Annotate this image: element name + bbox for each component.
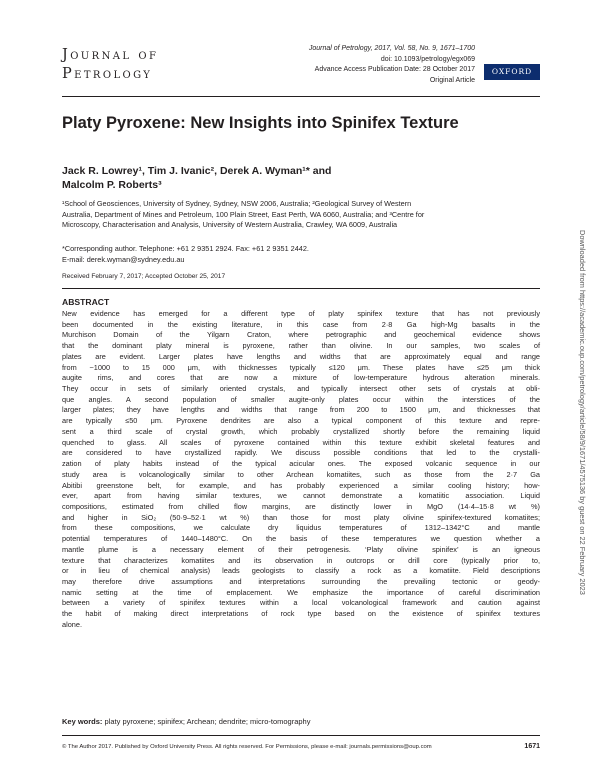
- corresponding-author: *Corresponding author. Telephone: +61 2 9351 2924. Fax: +61 2 9351 2442.: [62, 244, 309, 253]
- author-list: [62, 164, 532, 192]
- abstract-line: been documented in the existing literature, in this case from 2·8 Ga high-Mg basalts in the: [62, 319, 540, 329]
- abstract-line: potential temperatures of 1440–1480°C. On the basis of these temperatures we question whether a: [62, 534, 540, 544]
- author-line-1: Jack R. Lowrey¹, Tim J. Ivanic², Derek A. Wyman¹* and: [62, 165, 332, 177]
- doi[interactable]: doi: 10.1093/petrology/egx069: [380, 55, 475, 63]
- download-note: Downloaded from https://academic.oup.com/petrology/article/58/9/1671/4575136 by guest on 22 February 2023: [578, 230, 587, 595]
- abstract-line: alone.: [62, 619, 83, 629]
- abstract-line: augite rims, and cores that are now a mixture of low-temperature hydrous alteration minerals.: [62, 373, 540, 383]
- abstract-heading: ABSTRACT: [62, 297, 110, 307]
- keywords-label: Key words:: [62, 717, 103, 726]
- author-line-2: Malcolm P. Roberts³: [62, 179, 162, 191]
- abstract-line: que angles. A second population of smaller augite-only plates occur within the interstices of the: [62, 394, 540, 404]
- abstract-line: or in lieu of chemical analysis) leads geologists to classify a rock as a komatiite. Field descriptions: [62, 566, 540, 576]
- footer-rule: [62, 735, 540, 736]
- abstract-line: They occur in sets of similarly oriented crystals, and typically intersect other sets of crystals at obli-: [62, 384, 540, 394]
- abstract-line: texture that characterizes komatiites and its observation in outcrops or drill core (typically prior to,: [62, 555, 540, 565]
- affiliation-line: Australia, Department of Mines and Petroleum, 100 Plain Street, East Perth, WA 6060, Australia; and ³Centre for: [62, 209, 425, 219]
- abstract-line: zation of platy habits instead of the typical acicular ones. The exposed volcanic sequence in our: [62, 459, 540, 469]
- article-header-info: [255, 44, 475, 86]
- abstract-line: namic setting at the time of emplacement. We emphasize the importance of careful discrimination: [62, 587, 540, 597]
- article-title: Platy Pyroxene: New Insights into Spinifex Texture: [62, 114, 459, 132]
- abstract-line: from ~1000 to 15 000 μm, with thicknesses typically ≤120 μm. These plates have ≤25 μm thick: [62, 362, 540, 372]
- keywords-text: platy pyroxene; spinifex; Archean; dendrite; micro-tomography: [104, 717, 311, 726]
- abstract-line: Murchison Domain of the Yilgarn Craton, where petrographic and geochemical evidence shows: [62, 330, 540, 340]
- abstract-rule: [62, 288, 540, 289]
- keywords: [62, 717, 540, 726]
- abstract-line: mantle plume is a necessary element of their petrogenesis. ‘Platy olivine spinifex’ is an igneous: [62, 544, 540, 554]
- journal-name-line2: Petrology: [62, 66, 153, 82]
- abstract-line: quenched to glass. All scales of pyroxene contained within this texture exhibit skeletal features and: [62, 437, 540, 447]
- abstract-line: Abitibi greenstone belt, for example, and has probably experienced a similar cooling history; how-: [62, 480, 540, 490]
- header-rule: [62, 96, 540, 97]
- abstract-line: sent a third scale of crystal growth, which probably crystallized shortly before the remaining liquid: [62, 426, 540, 436]
- abstract-line: between a variety of spinifex textures within a local volcanological framework and caution against: [62, 598, 540, 608]
- citation: Journal of Petrology, 2017, Vol. 58, No. 9, 1671–1700: [308, 45, 475, 52]
- journal-name-line1: Journal of: [62, 47, 159, 63]
- abstract-line: that the dominant platy mineral is pyroxene, rather than olivine. In our samples, two scales of: [62, 341, 540, 351]
- affiliations: [62, 199, 532, 231]
- page-number: 1671: [524, 743, 540, 750]
- received-accepted-dates: Received February 7, 2017; Accepted October 25, 2017: [62, 273, 226, 280]
- oxford-logo: OXFORD: [484, 64, 540, 80]
- author-email[interactable]: E-mail: derek.wyman@sydney.edu.au: [62, 254, 185, 264]
- abstract-line: may therefore drive assumptions and interpretations surrounding the prevailing tectonic or geody-: [62, 576, 540, 586]
- contact-info: [62, 244, 532, 265]
- abstract-line: study area is volcanologically similar to other Archean komatiites, such as those from the 2·7 Ga: [62, 469, 540, 479]
- copyright-notice: © The Author 2017. Published by Oxford University Press. All rights reserved. For Permissions, please e-mail: journals.permissions@oup.com: [62, 744, 432, 750]
- abstract-line: are typically ≤50 μm. Pyroxene dendrites are also a typical component of this texture and repre-: [62, 416, 540, 426]
- abstract-line: larger plates; they have lengths and widths that range from 200 to 1500 μm, and thicknesses that: [62, 405, 540, 415]
- affiliation-line: Microscopy, Characterisation and Analysis, University of Western Australia, Crawley, WA 6009, Australia: [62, 220, 398, 230]
- abstract-line: plates are evident. Larger plates have lengths and widths that are approximately equal and range: [62, 351, 540, 361]
- abstract-line: are considered to have crystallized rapidly. We discuss possible conditions that led to the crystalli-: [62, 448, 540, 458]
- abstract-body: [62, 309, 540, 631]
- abstract-line: the habit of making direct interpretations of rock type based on the existence of spinifex textures: [62, 609, 540, 619]
- abstract-line: from these compositions, we calculate dry liquidus temperatures of 1312–1342°C and mantle: [62, 523, 540, 533]
- abstract-line: New evidence has emerged for a different type of platy spinifex texture that has not previously: [62, 309, 540, 318]
- abstract-line: compositions, estimated from chilled flow margins, are distinctly lower in MgO (14·4–15·8 wt %): [62, 501, 540, 511]
- advance-access-date: Advance Access Publication Date: 28 October 2017: [314, 66, 475, 73]
- article-type: Original Article: [429, 76, 475, 84]
- affiliation-line: ¹School of Geosciences, University of Sydney, Sydney, NSW 2006, Australia; ²Geological Survey of Western: [62, 199, 412, 208]
- abstract-line: and higher in SiO₂ (50·9–52·1 wt %) than those for most platy olivine spinifex-textured komatiites;: [62, 512, 540, 522]
- abstract-line: ever, apart from having similar textures, we cannot demonstrate a komatiitic association. Liquid: [62, 491, 540, 501]
